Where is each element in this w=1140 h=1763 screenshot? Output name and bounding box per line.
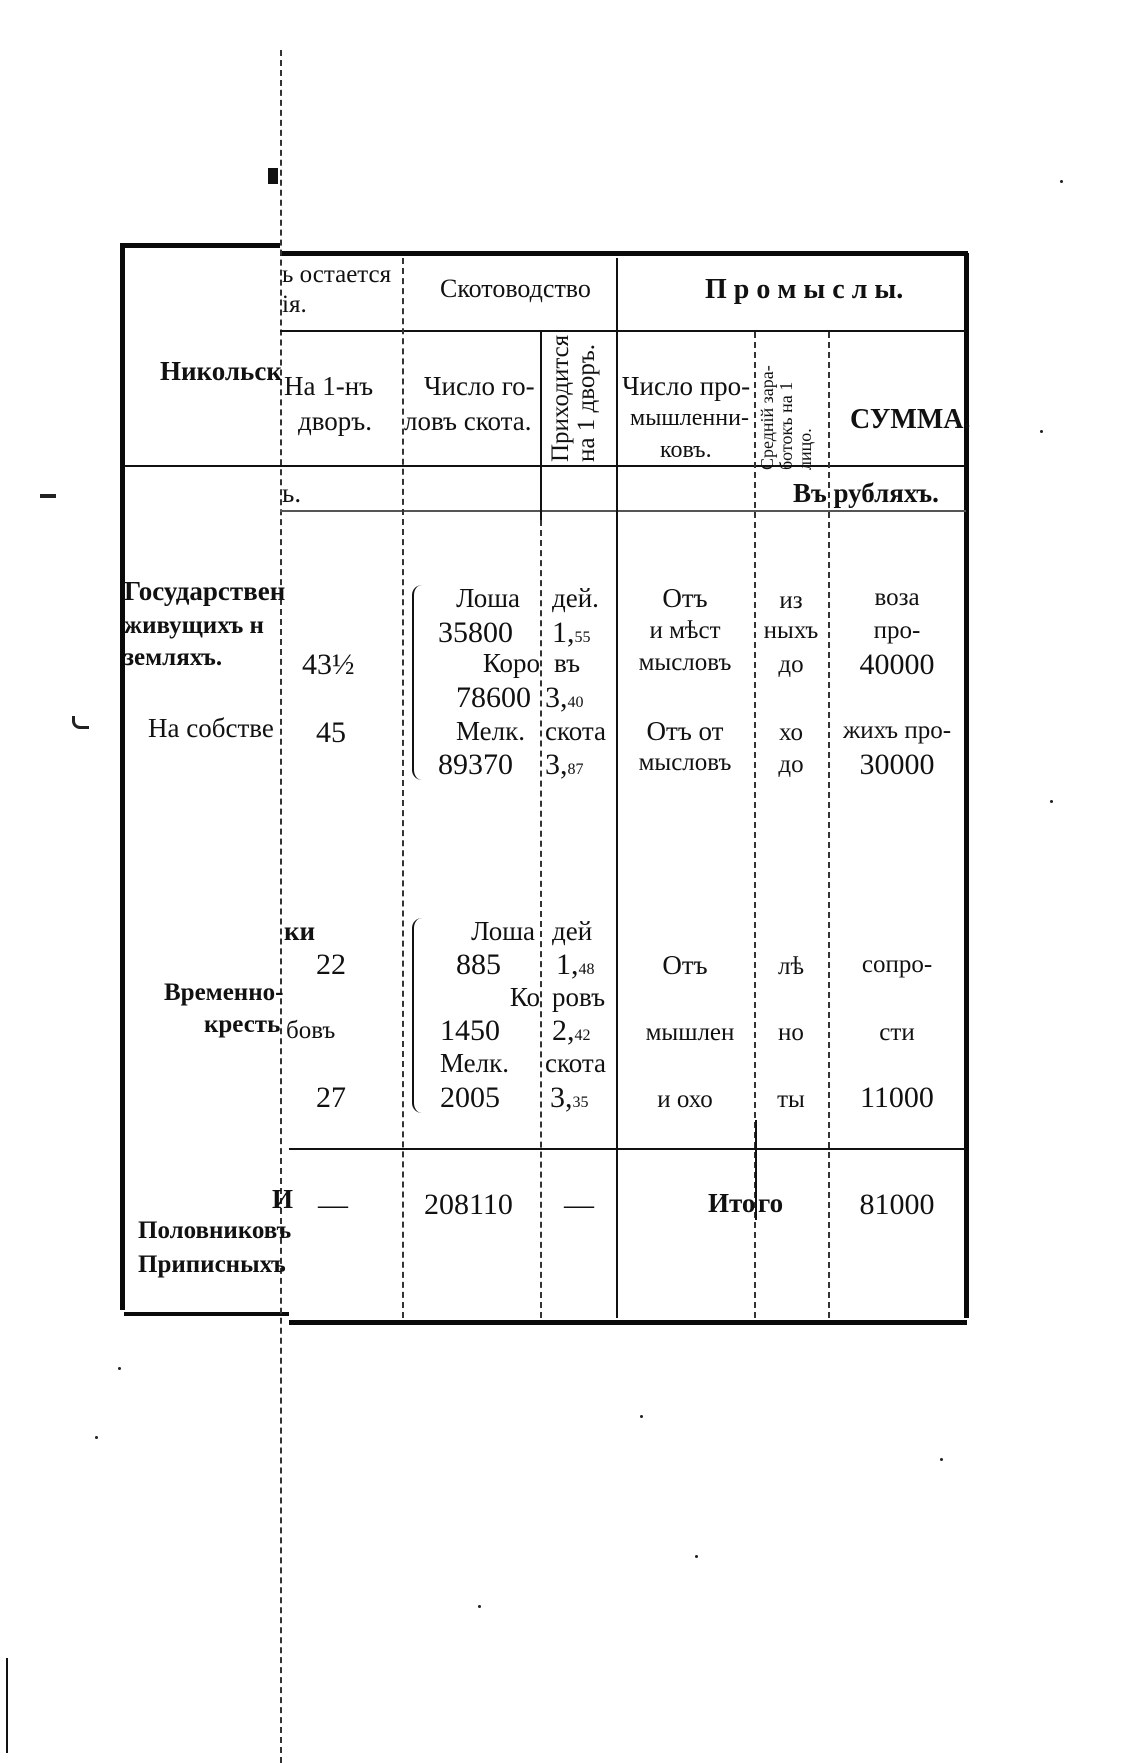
s2-brace [412, 918, 424, 1113]
speck [640, 1415, 643, 1418]
s2-label-b: бовъ [286, 1017, 336, 1044]
tradesmen-line3: ковъ. [660, 437, 712, 463]
s1-avg-5: до [778, 751, 804, 778]
table-bottom-border-left [124, 1312, 289, 1316]
ratio-int: 1, [556, 948, 579, 981]
heads-line2: ловъ скота. [404, 406, 532, 436]
speck [940, 1458, 943, 1461]
ratio-int: 1, [552, 616, 575, 649]
speck [118, 1367, 121, 1370]
sum-header: СУММА. [850, 404, 971, 435]
ratio-frac: 87 [567, 761, 584, 778]
s1-avg-4: хо [778, 719, 804, 746]
s1-sum-1: воза [874, 584, 920, 611]
ratio-int: 3, [545, 748, 568, 781]
s2-label-line1: Временно- [164, 979, 284, 1006]
header-divider [280, 330, 966, 332]
ratio-frac: 42 [574, 1027, 591, 1044]
s1-cows-label2: въ [554, 648, 581, 678]
per-yard-line1: На 1-нъ [284, 371, 374, 401]
speck [1050, 800, 1053, 803]
s2-horses-count: 885 [456, 948, 501, 981]
ratio-frac: 48 [578, 961, 595, 978]
col-divider-2b [540, 520, 542, 1318]
header-bottom [124, 465, 966, 467]
s1-trades-4: Отъ от [646, 716, 724, 746]
s1-cows-count: 78600 [456, 681, 531, 714]
s1-small-label: Мелк. [456, 716, 525, 746]
left-title: Никольск [160, 356, 282, 386]
s1-brace [412, 585, 424, 780]
totals-label-line1: Половниковъ [138, 1217, 292, 1244]
totals-per-yard: — [318, 1188, 348, 1221]
speck [95, 1436, 98, 1439]
s1-horses-label: Лоша [456, 583, 520, 613]
speck [1040, 430, 1043, 433]
s2-avg-3: ты [777, 1086, 805, 1113]
units-left: ь. [282, 478, 302, 508]
trades-header: П р о м ы с л ы. [705, 274, 904, 305]
s1-label-line3: земляхъ. [124, 644, 223, 671]
s2-avg-2: но [778, 1019, 804, 1046]
s2-per-yard-b: 27 [316, 1081, 346, 1114]
table-left-border [120, 245, 125, 1310]
s1-horses-label2: дей. [552, 583, 599, 613]
s1-label-line2: живущихъ н [124, 612, 264, 639]
per-yard-vertical-header: Приходится на 1 дворъ. [547, 334, 601, 462]
bottom-left-edge-mark [6, 1658, 8, 1753]
s2-small-label: Мелк. [440, 1048, 509, 1078]
s2-horses-ratio [556, 950, 595, 980]
s1-horses-count: 35800 [438, 616, 513, 649]
s1-small-ratio [545, 750, 584, 780]
ratio-frac: 35 [572, 1094, 589, 1111]
speck [695, 1555, 698, 1558]
tradesmen-line2: мышленни- [630, 405, 749, 431]
s1-sum-3: 40000 [859, 648, 935, 681]
s2-cows-ratio [552, 1016, 591, 1046]
s2-cows-label2: ровъ [552, 982, 606, 1012]
totals-heads: 208110 [424, 1188, 513, 1221]
col-divider-3 [616, 258, 618, 1318]
tradesmen-line1: Число про- [622, 371, 751, 401]
s2-sum-3: 11000 [860, 1081, 934, 1114]
s2-cows-count: 1450 [440, 1014, 500, 1047]
s1-cows-ratio [545, 683, 584, 713]
s1-trades-3: мысловъ [638, 649, 732, 676]
s1-label-line1: Государствен [124, 576, 286, 606]
s1-trades-1: Отъ [662, 583, 708, 613]
ratio-int: 3, [550, 1081, 573, 1114]
s2-small-ratio [550, 1083, 589, 1113]
s1-sum-5: 30000 [859, 748, 935, 781]
totals-itogo-a: Ито [708, 1188, 756, 1218]
s2-cows-label: Ко [509, 982, 540, 1012]
totals-label-line2: Приписныхъ [138, 1251, 286, 1278]
s1-per-yard-b: 45 [316, 716, 346, 749]
s1-avg-1: из [779, 587, 803, 614]
s1-avg-3: до [778, 651, 804, 678]
s2-label-line2: кресть [204, 1011, 281, 1038]
s1-per-yard-a: 43½ [302, 648, 355, 681]
s1-sum-4: жихъ про- [842, 717, 952, 744]
ratio-frac: 40 [567, 694, 584, 711]
totals-top [289, 1148, 966, 1150]
s1-small-count: 89370 [438, 748, 513, 781]
ratio-int: 3, [545, 681, 568, 714]
totals-itogo-b: го [758, 1188, 784, 1218]
s2-avg-1: лѣ [777, 953, 805, 980]
col-divider-2 [540, 332, 542, 522]
totals-label-top: И [272, 1184, 294, 1214]
ratio-int: 2, [552, 1014, 575, 1047]
totals-sum: 81000 [859, 1188, 935, 1221]
table-top-border [120, 243, 280, 248]
s1-avg-2: ныхъ [763, 617, 819, 644]
s2-trades-3: и охо [657, 1086, 713, 1113]
s2-horses-label: Лоша [471, 916, 535, 946]
s2-sum-2: сти [879, 1019, 915, 1046]
cattle-header: Скотоводство [440, 274, 591, 303]
col-remain-line1: ь остается [282, 261, 392, 288]
s1-label-line4: На собстве [148, 713, 274, 743]
s1-small-label2: скота [545, 716, 606, 746]
s1-trades-5: мысловъ [638, 749, 732, 776]
speck [1060, 180, 1063, 183]
s2-per-yard-a: 22 [316, 948, 346, 981]
col-remain-line2: ія. [282, 291, 307, 318]
s2-trades-1: Отъ [662, 950, 708, 980]
totals-ratio: — [564, 1188, 594, 1221]
s2-trades-2: мышлен [645, 1019, 735, 1046]
speck [478, 1605, 481, 1608]
itogo-divider [755, 1120, 757, 1220]
s1-cows-label: Коро [482, 648, 540, 678]
s1-sum-2: про- [873, 617, 921, 644]
fold-marker [268, 168, 278, 184]
left-margin-mark [40, 494, 56, 498]
avg-earnings-vertical-header: Средній зара- ботокъ на 1 лицо. [757, 365, 815, 470]
s1-horses-ratio [552, 618, 591, 648]
table-top-border-right [280, 251, 968, 256]
s2-label-a: ки [284, 916, 316, 946]
per-yard-line2: дворъ. [298, 406, 373, 436]
ratio-frac: 55 [574, 629, 591, 646]
s1-trades-2: и мѣст [649, 617, 721, 644]
s2-horses-label2: дей [552, 916, 593, 946]
units-rubles: Въ рубляхъ. [793, 478, 939, 508]
s2-sum-1: сопро- [861, 951, 933, 978]
units-bottom [280, 510, 966, 512]
s2-small-count: 2005 [440, 1081, 500, 1114]
s2-small-label2: скота [545, 1048, 606, 1078]
heads-line1: Число го- [424, 371, 535, 401]
table-bottom-border [289, 1320, 967, 1325]
left-margin-squiggle [72, 716, 89, 729]
